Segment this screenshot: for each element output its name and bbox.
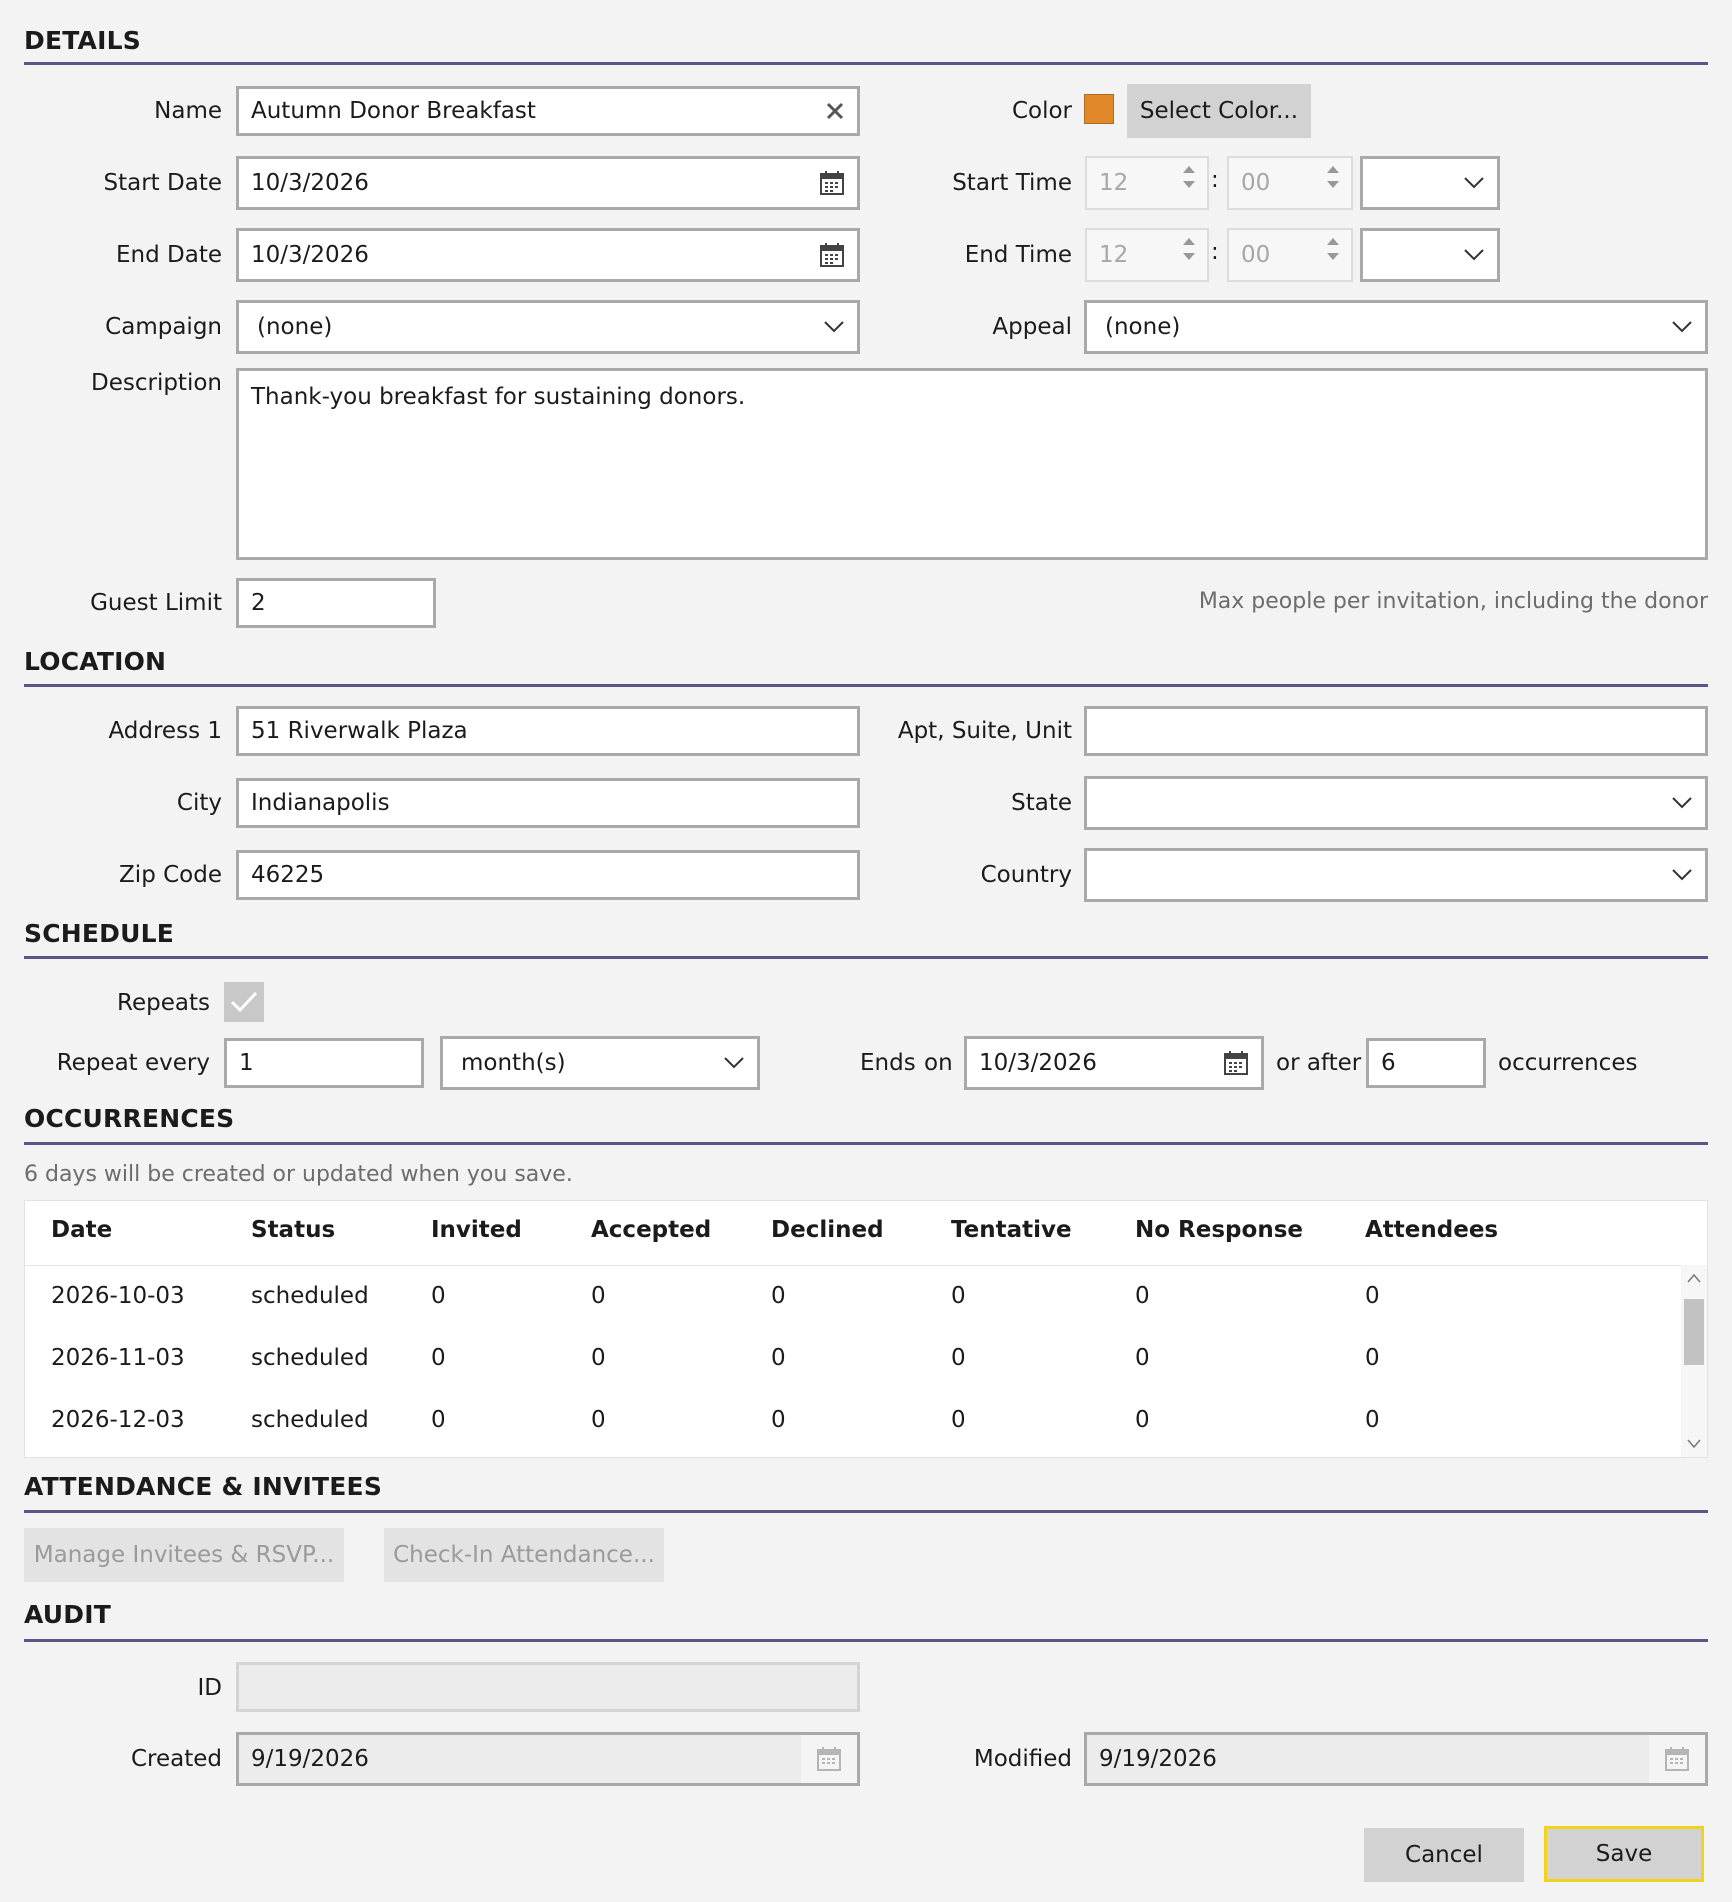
end-time-hour-spinner[interactable] bbox=[1085, 228, 1209, 282]
zip-label: Zip Code bbox=[119, 862, 222, 888]
occurrences-label: occurrences bbox=[1498, 1050, 1638, 1076]
column-header[interactable]: Invited bbox=[431, 1217, 522, 1243]
cell-declined: 0 bbox=[771, 1345, 786, 1371]
table-row[interactable] bbox=[25, 1267, 1685, 1329]
cell-accepted: 0 bbox=[591, 1345, 606, 1371]
appeal-value: (none) bbox=[1105, 314, 1181, 340]
created-value: 9/19/2026 bbox=[251, 1746, 369, 1772]
end-date-value: 10/3/2026 bbox=[251, 242, 369, 268]
name-field[interactable] bbox=[236, 86, 860, 136]
name-label: Name bbox=[154, 98, 222, 124]
section-location-title: LOCATION bbox=[24, 647, 167, 676]
select-color-button[interactable]: Select Color... bbox=[1127, 84, 1311, 138]
chevron-down-icon bbox=[823, 320, 845, 334]
column-header[interactable]: Date bbox=[51, 1217, 113, 1243]
time-separator: : bbox=[1211, 167, 1219, 193]
spin-down-icon[interactable] bbox=[1181, 252, 1197, 262]
end-time-ampm-dropdown[interactable] bbox=[1360, 228, 1500, 282]
apt-label: Apt, Suite, Unit bbox=[897, 718, 1072, 744]
color-label: Color bbox=[1011, 98, 1072, 124]
column-header[interactable]: Attendees bbox=[1365, 1217, 1499, 1243]
start-date-value: 10/3/2026 bbox=[251, 170, 369, 196]
description-label: Description bbox=[91, 370, 222, 396]
address1-label: Address 1 bbox=[108, 718, 222, 744]
section-occurrences-title: OCCURRENCES bbox=[24, 1104, 235, 1133]
end-date-label: End Date bbox=[116, 242, 222, 268]
campaign-label: Campaign bbox=[105, 314, 222, 340]
repeat-every-label: Repeat every bbox=[56, 1050, 210, 1076]
created-label: Created bbox=[130, 1746, 222, 1772]
section-divider bbox=[24, 956, 1708, 959]
cell-tentative: 0 bbox=[951, 1283, 966, 1309]
repeat-every-value: 1 bbox=[239, 1050, 254, 1076]
chevron-down-icon bbox=[1671, 868, 1693, 882]
spin-down-icon[interactable] bbox=[1181, 180, 1197, 190]
occurrences-count-field[interactable] bbox=[1366, 1038, 1486, 1088]
start-time-minute-value: 00 bbox=[1241, 170, 1271, 196]
start-time-ampm-dropdown[interactable] bbox=[1360, 156, 1500, 210]
start-time-minute-spinner[interactable] bbox=[1227, 156, 1353, 210]
cell-status: scheduled bbox=[251, 1283, 369, 1309]
country-label: Country bbox=[980, 862, 1072, 888]
or-after-label: or after bbox=[1276, 1050, 1362, 1076]
guest-limit-hint: Max people per invitation, including the donor bbox=[1198, 589, 1708, 614]
column-header[interactable]: Accepted bbox=[591, 1217, 712, 1243]
state-dropdown[interactable] bbox=[1084, 776, 1708, 830]
country-dropdown[interactable] bbox=[1084, 848, 1708, 902]
end-date-picker[interactable] bbox=[236, 228, 860, 282]
cell-attendees: 0 bbox=[1365, 1345, 1380, 1371]
address1-field[interactable] bbox=[236, 706, 860, 756]
appeal-dropdown[interactable] bbox=[1084, 300, 1708, 354]
column-header[interactable]: Tentative bbox=[951, 1217, 1072, 1243]
ends-on-value: 10/3/2026 bbox=[979, 1050, 1097, 1076]
section-divider bbox=[24, 1142, 1708, 1145]
modified-date-picker bbox=[1084, 1732, 1708, 1786]
cell-status: scheduled bbox=[251, 1407, 369, 1433]
cell-declined: 0 bbox=[771, 1283, 786, 1309]
created-date-picker bbox=[236, 1732, 860, 1786]
table-row[interactable] bbox=[25, 1329, 1685, 1391]
description-textarea[interactable] bbox=[236, 368, 1708, 560]
checkmark-icon bbox=[229, 989, 259, 1015]
name-value: Autumn Donor Breakfast bbox=[251, 98, 536, 124]
guest-limit-label: Guest Limit bbox=[90, 590, 222, 616]
city-value: Indianapolis bbox=[251, 790, 390, 816]
chevron-down-icon bbox=[1671, 320, 1693, 334]
cell-date: 2026-10-03 bbox=[51, 1283, 185, 1309]
repeats-checkbox[interactable] bbox=[224, 982, 264, 1022]
cell-status: scheduled bbox=[251, 1345, 369, 1371]
guest-limit-field[interactable] bbox=[236, 578, 436, 628]
cell-date: 2026-11-03 bbox=[51, 1345, 185, 1371]
cell-no-response: 0 bbox=[1135, 1283, 1150, 1309]
calendar-icon[interactable] bbox=[819, 170, 845, 196]
start-time-label: Start Time bbox=[952, 170, 1072, 196]
cell-accepted: 0 bbox=[591, 1283, 606, 1309]
modified-label: Modified bbox=[973, 1746, 1072, 1772]
cell-tentative: 0 bbox=[951, 1407, 966, 1433]
cell-attendees: 0 bbox=[1365, 1283, 1380, 1309]
section-details-title: DETAILS bbox=[24, 26, 141, 55]
save-button[interactable]: Save bbox=[1544, 1826, 1704, 1882]
cell-tentative: 0 bbox=[951, 1345, 966, 1371]
chevron-down-icon bbox=[1671, 796, 1693, 810]
cell-invited: 0 bbox=[431, 1345, 446, 1371]
city-label: City bbox=[176, 790, 222, 816]
section-divider bbox=[24, 1639, 1708, 1642]
ends-on-date-picker[interactable] bbox=[964, 1036, 1264, 1090]
end-time-minute-spinner[interactable] bbox=[1227, 228, 1353, 282]
calendar-icon[interactable] bbox=[1223, 1050, 1249, 1076]
end-time-label: End Time bbox=[964, 242, 1072, 268]
cell-no-response: 0 bbox=[1135, 1407, 1150, 1433]
section-divider bbox=[24, 1510, 1708, 1513]
spin-up-icon[interactable] bbox=[1325, 236, 1341, 246]
manage-invitees-button[interactable]: Manage Invitees & RSVP... bbox=[24, 1528, 344, 1582]
campaign-dropdown[interactable] bbox=[236, 300, 860, 354]
cell-date: 2026-12-03 bbox=[51, 1407, 185, 1433]
spin-up-icon[interactable] bbox=[1181, 236, 1197, 246]
chevron-down-icon bbox=[1463, 248, 1485, 262]
appeal-label: Appeal bbox=[992, 314, 1072, 340]
clear-icon[interactable] bbox=[825, 101, 845, 121]
chevron-down-icon bbox=[723, 1056, 745, 1070]
cell-declined: 0 bbox=[771, 1407, 786, 1433]
repeats-label: Repeats bbox=[117, 990, 210, 1016]
id-field bbox=[236, 1662, 860, 1712]
vertical-scrollbar[interactable] bbox=[1681, 1265, 1707, 1457]
ends-on-label: on bbox=[924, 1050, 953, 1076]
repeat-every-field[interactable] bbox=[224, 1038, 424, 1088]
column-header[interactable]: Status bbox=[251, 1217, 336, 1243]
chevron-down-icon bbox=[1463, 176, 1485, 190]
section-divider bbox=[24, 684, 1708, 687]
table-row[interactable] bbox=[25, 1391, 1685, 1453]
section-audit-title: AUDIT bbox=[24, 1600, 111, 1629]
column-header[interactable]: No Response bbox=[1135, 1217, 1303, 1243]
occurrences-summary: 6 days will be created or updated when you save. bbox=[24, 1162, 573, 1187]
start-date-label: Start Date bbox=[103, 170, 222, 196]
description-value: Thank-you breakfast for sustaining donors. bbox=[251, 384, 746, 410]
section-attendance-title: ATTENDANCE & INVITEES bbox=[24, 1472, 383, 1501]
cell-invited: 0 bbox=[431, 1407, 446, 1433]
time-separator: : bbox=[1211, 239, 1219, 265]
cancel-button[interactable]: Cancel bbox=[1364, 1828, 1524, 1882]
occurrences-count-value: 6 bbox=[1381, 1050, 1396, 1076]
apt-field[interactable] bbox=[1084, 706, 1708, 756]
section-divider bbox=[24, 62, 1708, 65]
start-date-picker[interactable] bbox=[236, 156, 860, 210]
spin-up-icon[interactable] bbox=[1181, 164, 1197, 174]
cell-invited: 0 bbox=[431, 1283, 446, 1309]
city-field[interactable] bbox=[236, 778, 860, 828]
calendar-icon bbox=[801, 1735, 857, 1783]
address1-value: 51 Riverwalk Plaza bbox=[251, 718, 468, 744]
spin-up-icon[interactable] bbox=[1325, 164, 1341, 174]
check-in-attendance-button[interactable]: Check-In Attendance... bbox=[384, 1528, 664, 1582]
zip-field[interactable] bbox=[236, 850, 860, 900]
cell-no-response: 0 bbox=[1135, 1345, 1150, 1371]
state-label: State bbox=[1011, 790, 1072, 816]
campaign-value: (none) bbox=[257, 314, 333, 340]
start-time-hour-spinner[interactable] bbox=[1085, 156, 1209, 210]
grid-header-divider bbox=[25, 1265, 1707, 1266]
occurrences-grid[interactable] bbox=[24, 1200, 1708, 1458]
calendar-icon bbox=[1649, 1735, 1705, 1783]
cell-accepted: 0 bbox=[591, 1407, 606, 1433]
scroll-up-icon[interactable] bbox=[1687, 1273, 1701, 1283]
spin-down-icon[interactable] bbox=[1325, 252, 1341, 262]
zip-value: 46225 bbox=[251, 862, 325, 888]
id-label: ID bbox=[197, 1675, 222, 1701]
start-time-hour-value: 12 bbox=[1099, 170, 1129, 196]
modified-value: 9/19/2026 bbox=[1099, 1746, 1217, 1772]
repeat-unit-dropdown[interactable] bbox=[440, 1036, 760, 1090]
calendar-icon[interactable] bbox=[819, 242, 845, 268]
column-header[interactable]: Declined bbox=[771, 1217, 884, 1243]
cell-attendees: 0 bbox=[1365, 1407, 1380, 1433]
scroll-down-icon[interactable] bbox=[1687, 1439, 1701, 1449]
guest-limit-value: 2 bbox=[251, 590, 266, 616]
end-time-minute-value: 00 bbox=[1241, 242, 1271, 268]
ends-label: Ends bbox=[860, 1050, 916, 1076]
color-swatch bbox=[1084, 94, 1114, 124]
section-schedule-title: SCHEDULE bbox=[24, 919, 175, 948]
end-time-hour-value: 12 bbox=[1099, 242, 1129, 268]
spin-down-icon[interactable] bbox=[1325, 180, 1341, 190]
scrollbar-thumb[interactable] bbox=[1684, 1299, 1704, 1365]
repeat-unit-value: month(s) bbox=[461, 1050, 566, 1076]
